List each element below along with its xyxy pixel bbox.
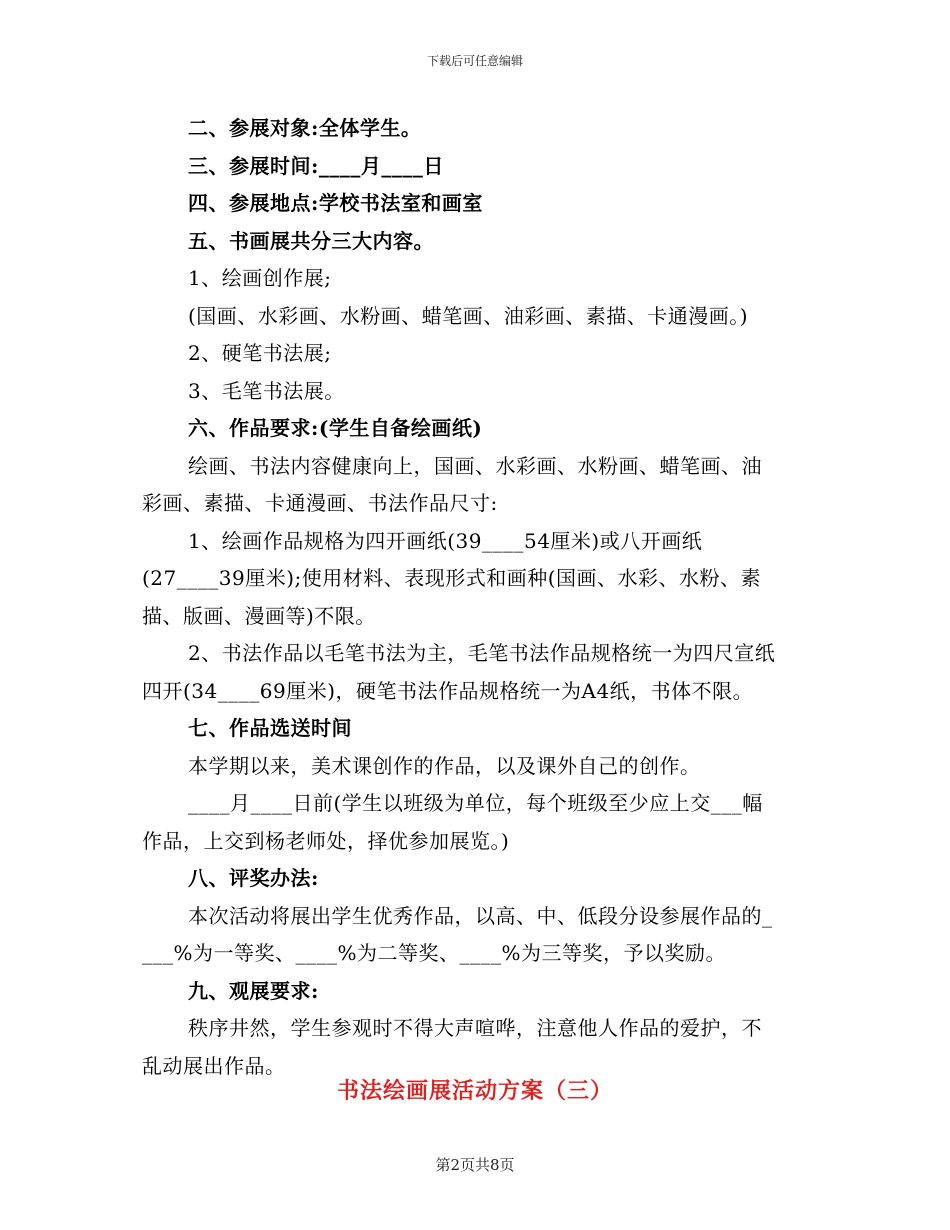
body-line: 3、毛笔书法展。 xyxy=(188,378,345,403)
section-heading: 九、观展要求: xyxy=(188,978,319,1003)
body-line: 乱动展出作品。 xyxy=(142,1053,286,1078)
page-header: 下载后可任意编辑 xyxy=(426,54,523,68)
body-line: (国画、水彩画、水粉画、蜡笔画、油彩画、素描、卡通漫画。) xyxy=(188,303,749,328)
body-line: 作品，上交到杨老师处，择优参加展览。) xyxy=(142,828,510,853)
body-line: 1、绘画创作展; xyxy=(188,266,332,290)
body-line: 2、硬笔书法展; xyxy=(188,341,332,365)
body-line: 本次活动将展出学生优秀作品，以高、中、低段分设参展作品的_ xyxy=(188,903,773,928)
section-heading: 七、作品选送时间 xyxy=(188,716,352,740)
section-heading: 二、参展对象:全体学生。 xyxy=(188,116,422,140)
body-line: ___%为一等奖、____%为二等奖、____%为三等奖，予以奖励。 xyxy=(142,941,727,965)
section-heading: 四、参展地点:学校书法室和画室 xyxy=(188,191,483,215)
body-line: 秩序井然，学生参观时不得大声喧哗，注意他人作品的爱护，不 xyxy=(188,1016,762,1040)
body-line: 绘画、书法内容健康向上，国画、水彩画、水粉画、蜡笔画、油 xyxy=(188,453,762,478)
section-heading: 五、书画展共分三大内容。 xyxy=(188,228,434,253)
body-line: 本学期以来，美术课创作的作品，以及课外自己的创作。 xyxy=(188,753,701,778)
section-heading: 三、参展时间:____月____日 xyxy=(188,153,444,178)
section-title: 书法绘画展活动方案（三） xyxy=(336,1078,613,1104)
section-heading: 六、作品要求:(学生自备绘画纸) xyxy=(188,416,483,440)
body-line: ____月____日前(学生以班级为单位，每个班级至少应上交___幅 xyxy=(188,791,763,815)
document-body xyxy=(142,110,812,1085)
section-heading: 八、评奖办法: xyxy=(188,866,319,890)
body-line: 2、书法作品以毛笔书法为主，毛笔书法作品规格统一为四尺宣纸 xyxy=(188,641,776,665)
body-line: 1、绘画作品规格为四开画纸(39____54厘米)或八开画纸 xyxy=(188,528,703,553)
body-line: 彩画、素描、卡通漫画、书法作品尺寸: xyxy=(142,491,498,515)
body-line: 四开(34____69厘米)，硬笔书法作品规格统一为A4纸，书体不限。 xyxy=(142,678,754,703)
body-line: (27____39厘米);使用材料、表现形式和画种(国画、水彩、水粉、素 xyxy=(142,566,762,590)
page-footer: 第2页共8页 xyxy=(435,1156,515,1174)
body-line: 描、版画、漫画等)不限。 xyxy=(142,603,376,628)
